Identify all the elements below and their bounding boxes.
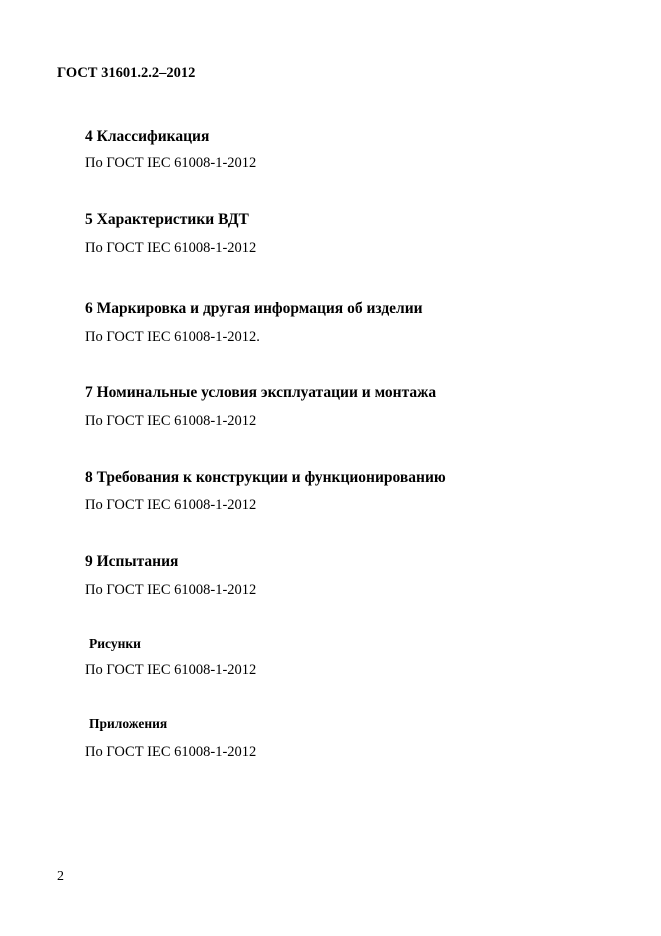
section-text: По ГОСТ IEC 61008-1-2012. [85,329,260,345]
section-heading: 6 Маркировка и другая информация об изделии [85,300,423,317]
section-text: По ГОСТ IEC 61008-1-2012 [85,582,257,598]
section-heading: 9 Испытания [85,553,179,570]
section-text: По ГОСТ IEC 61008-1-2012 [85,497,257,513]
section-text: По ГОСТ IEC 61008-1-2012 [85,413,257,429]
section-heading: 7 Номинальные условия эксплуатации и монтажа [85,384,437,401]
section-text: По ГОСТ IEC 61008-1-2012 [85,155,257,171]
document-header: ГОСТ 31601.2.2–2012 [57,65,196,81]
section-heading: 8 Требования к конструкции и функционированию [85,469,446,486]
section-heading: Приложения [89,716,168,731]
section-text: По ГОСТ IEC 61008-1-2012 [85,240,257,256]
section-text: По ГОСТ IEC 61008-1-2012 [85,744,257,760]
page-number: 2 [57,869,64,884]
section-heading: 4 Классификация [85,128,210,145]
section-heading: Рисунки [89,636,141,651]
section-text: По ГОСТ IEC 61008-1-2012 [85,662,257,678]
section-heading: 5 Характеристики ВДТ [85,211,249,228]
